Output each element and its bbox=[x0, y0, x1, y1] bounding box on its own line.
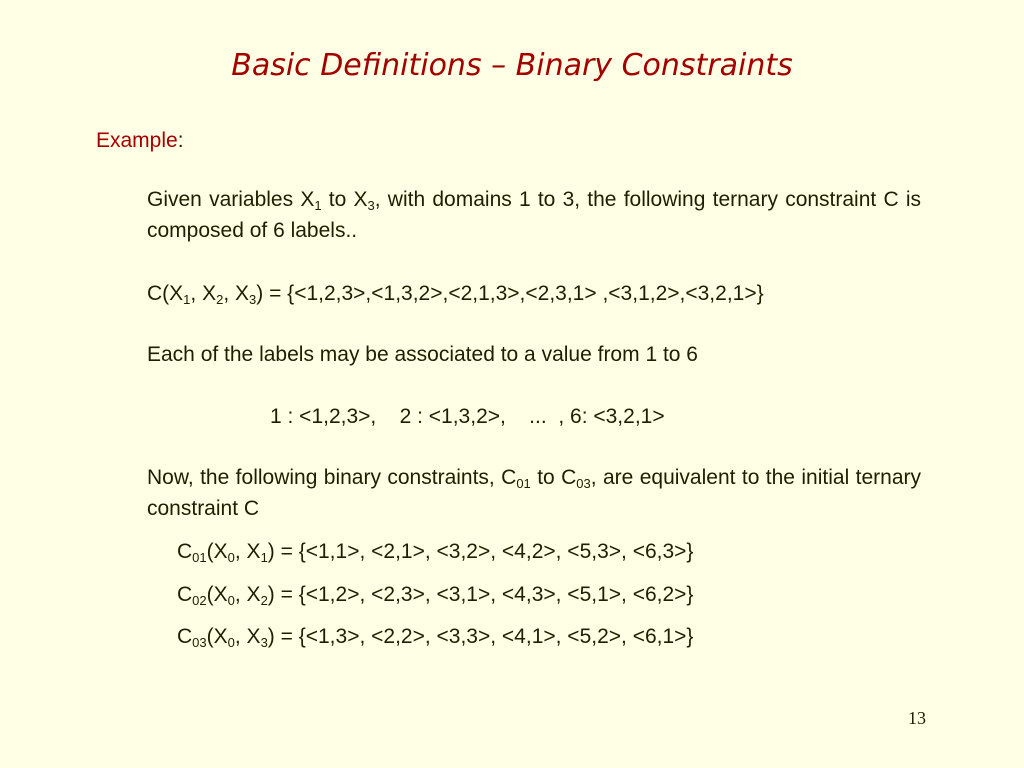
c03-text-3: ) bbox=[267, 625, 275, 648]
given-text-3: , with domains 1 to 3, the following ternary constraint C is composed of 6 labels.. bbox=[147, 188, 921, 242]
label-mapping: 1 : <1,2,3>, 2 : <1,3,2>, ... , 6: <3,2,1> bbox=[270, 405, 665, 428]
c-def-text-2: , X bbox=[190, 282, 217, 305]
now-sub-1: 01 bbox=[516, 476, 531, 491]
c01-sub-1: 0 bbox=[227, 550, 235, 565]
c-def-text-3: , X bbox=[223, 282, 250, 305]
given-text-1: Given variables X bbox=[147, 188, 315, 211]
c02-set: = {<1,2>, <2,3>, <3,1>, <4,3>, <5,1>, <6,2>} bbox=[274, 583, 694, 606]
c-def-sub-1: 1 bbox=[183, 292, 191, 307]
c03-text-1: (X bbox=[206, 625, 228, 648]
slide-title: Basic Definitions – Binary Constraints bbox=[231, 48, 793, 83]
given-text-2: to X bbox=[321, 188, 368, 211]
c-def-sub-2: 2 bbox=[216, 292, 224, 307]
c03-set: = {<1,3>, <2,2>, <3,3>, <4,1>, <5,2>, <6,1>} bbox=[274, 625, 694, 648]
c-def-sub-3: 3 bbox=[249, 292, 257, 307]
c03-c: C bbox=[177, 625, 193, 648]
c01-text-3: ) bbox=[267, 540, 275, 563]
binary-constraint-c03 bbox=[177, 625, 693, 649]
c-def-text-4: ) = {<1,2,3>,<1,3,2>,<2,1,3>,<2,3,1> ,<3,1,2>,<3,2,1>} bbox=[256, 282, 764, 305]
binary-constraint-c02 bbox=[177, 583, 693, 607]
now-sub-2: 03 bbox=[576, 476, 591, 491]
ternary-constraint-definition bbox=[147, 282, 764, 306]
example-label: Example bbox=[96, 129, 178, 152]
c01-c-sub: 01 bbox=[192, 550, 207, 565]
c02-text-3: ) bbox=[267, 583, 275, 606]
given-paragraph bbox=[147, 184, 921, 246]
c02-c: C bbox=[177, 583, 193, 606]
labels-association-text: Each of the labels may be associated to a value from 1 to 6 bbox=[147, 343, 698, 366]
equivalence-paragraph bbox=[147, 462, 921, 524]
c03-sub-1: 0 bbox=[227, 635, 235, 650]
example-heading bbox=[96, 129, 184, 153]
c03-sub-2: 3 bbox=[260, 635, 268, 650]
c01-text-1: (X bbox=[206, 540, 228, 563]
page-number: 13 bbox=[908, 708, 926, 728]
c02-sub-1: 0 bbox=[227, 593, 235, 608]
given-sub-2: 3 bbox=[367, 198, 375, 213]
now-text-1: Now, the following binary constraints, C bbox=[147, 466, 517, 489]
c01-c: C bbox=[177, 540, 193, 563]
now-text-2: to C bbox=[530, 466, 577, 489]
c03-text-2: , X bbox=[234, 625, 261, 648]
c01-text-2: , X bbox=[234, 540, 261, 563]
example-colon: : bbox=[177, 129, 184, 152]
c02-c-sub: 02 bbox=[192, 593, 207, 608]
c02-sub-2: 2 bbox=[260, 593, 268, 608]
c02-text-2: , X bbox=[234, 583, 261, 606]
given-sub-1: 1 bbox=[314, 198, 322, 213]
c-def-text-1: C(X bbox=[147, 282, 184, 305]
c02-text-1: (X bbox=[206, 583, 228, 606]
c03-c-sub: 03 bbox=[192, 635, 207, 650]
c01-sub-2: 1 bbox=[260, 550, 268, 565]
binary-constraint-c01 bbox=[177, 540, 693, 564]
c01-set: = {<1,1>, <2,1>, <3,2>, <4,2>, <5,3>, <6,3>} bbox=[274, 540, 694, 563]
now-text-3: , are equivalent to the initial ternary constraint C bbox=[147, 466, 921, 520]
